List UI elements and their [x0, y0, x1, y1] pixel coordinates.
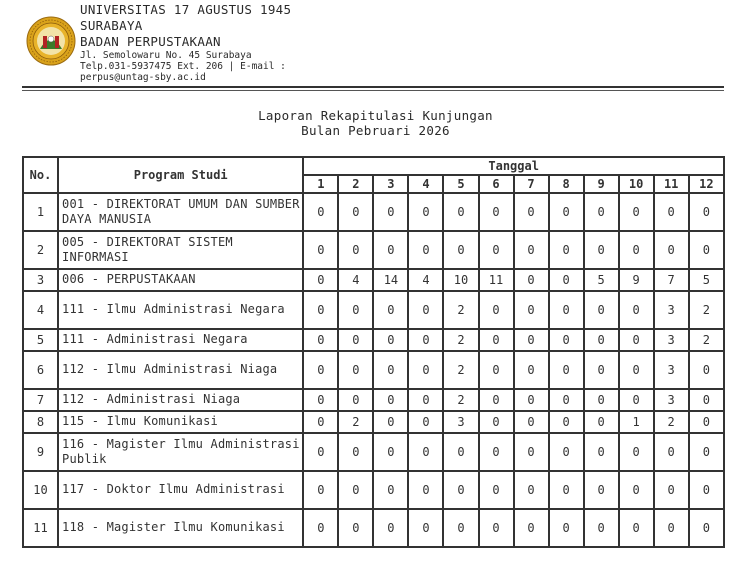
visit-count: 0 [690, 352, 725, 390]
visit-count: 3 [655, 330, 690, 352]
program-studi: 111 - Ilmu Administrasi Negara [59, 292, 304, 330]
row-number: 1 [24, 194, 59, 232]
visit-count: 0 [480, 330, 515, 352]
visit-count: 0 [620, 472, 655, 510]
row-number: 11 [24, 510, 59, 548]
day-header: 10 [620, 176, 655, 194]
visit-count: 0 [374, 412, 409, 434]
table-row [24, 510, 725, 548]
visit-count: 0 [444, 434, 479, 472]
visit-count: 0 [304, 510, 339, 548]
visit-count: 0 [339, 434, 374, 472]
visit-count: 0 [304, 330, 339, 352]
visit-count: 0 [585, 434, 620, 472]
visit-count: 0 [304, 412, 339, 434]
visit-count: 0 [515, 390, 550, 412]
row-number: 9 [24, 434, 59, 472]
day-header: 9 [585, 176, 620, 194]
program-studi: 006 - PERPUSTAKAAN [59, 270, 304, 292]
table-row [24, 330, 725, 352]
header-rule-thin [22, 90, 724, 91]
institution-header [80, 2, 291, 83]
visit-count: 0 [304, 352, 339, 390]
visit-count: 0 [515, 194, 550, 232]
visit-count: 0 [304, 194, 339, 232]
visit-count: 0 [304, 390, 339, 412]
visit-count: 0 [515, 472, 550, 510]
visit-count: 7 [655, 270, 690, 292]
visit-count: 0 [480, 390, 515, 412]
visit-count: 4 [409, 270, 444, 292]
visit-count: 0 [620, 510, 655, 548]
visit-count: 2 [339, 412, 374, 434]
agency-name: BADAN PERPUSTAKAAN [80, 34, 221, 49]
visit-recap-table [22, 156, 725, 548]
visit-count: 0 [550, 194, 585, 232]
visit-count: 0 [620, 292, 655, 330]
visit-count: 0 [690, 232, 725, 270]
visit-count: 0 [304, 270, 339, 292]
visit-count: 0 [585, 292, 620, 330]
table-row [24, 232, 725, 270]
visit-count: 0 [409, 434, 444, 472]
visit-count: 0 [409, 390, 444, 412]
visit-count: 0 [480, 352, 515, 390]
visit-count: 0 [304, 472, 339, 510]
visit-count: 0 [374, 390, 409, 412]
row-number: 10 [24, 472, 59, 510]
visit-count: 0 [620, 232, 655, 270]
visit-count: 0 [550, 292, 585, 330]
visit-count: 2 [690, 330, 725, 352]
header-rule-thick [22, 86, 724, 88]
university-logo [26, 16, 76, 66]
day-header: 5 [444, 176, 479, 194]
visit-count: 0 [550, 472, 585, 510]
visit-count: 0 [374, 352, 409, 390]
day-header: 12 [690, 176, 725, 194]
address: Jl. Semolowaru No. 45 Surabaya [80, 50, 252, 61]
visit-count: 3 [655, 292, 690, 330]
visit-count: 5 [585, 270, 620, 292]
visit-count: 0 [515, 292, 550, 330]
day-header: 7 [515, 176, 550, 194]
visit-count: 4 [339, 270, 374, 292]
visit-count: 0 [550, 270, 585, 292]
visit-count: 0 [550, 352, 585, 390]
visit-count: 0 [480, 194, 515, 232]
visit-count: 0 [339, 472, 374, 510]
visit-count: 0 [515, 412, 550, 434]
visit-count: 0 [550, 390, 585, 412]
visit-count: 0 [620, 330, 655, 352]
visit-count: 0 [444, 232, 479, 270]
day-header: 1 [304, 176, 339, 194]
program-studi: 001 - DIREKTORAT UMUM DAN SUMBER DAYA MANUSIA [59, 194, 304, 232]
visit-count: 0 [444, 472, 479, 510]
visit-count: 3 [444, 412, 479, 434]
visit-count: 9 [620, 270, 655, 292]
visit-count: 0 [480, 292, 515, 330]
visit-count: 0 [585, 472, 620, 510]
table-row [24, 352, 725, 390]
day-header: 8 [550, 176, 585, 194]
visit-count: 0 [585, 352, 620, 390]
row-number: 7 [24, 390, 59, 412]
visit-count: 10 [444, 270, 479, 292]
visit-count: 0 [620, 390, 655, 412]
program-studi: 118 - Magister Ilmu Komunikasi [59, 510, 304, 548]
day-header: 3 [374, 176, 409, 194]
table-row [24, 270, 725, 292]
visit-count: 0 [374, 330, 409, 352]
visit-count: 0 [374, 194, 409, 232]
visit-count: 0 [339, 390, 374, 412]
visit-count: 0 [690, 434, 725, 472]
visit-count: 0 [515, 330, 550, 352]
visit-count: 0 [585, 510, 620, 548]
visit-count: 0 [374, 472, 409, 510]
table-row [24, 292, 725, 330]
visit-count: 0 [304, 232, 339, 270]
visit-count: 0 [409, 292, 444, 330]
visit-count: 0 [374, 434, 409, 472]
visit-count: 0 [480, 412, 515, 434]
table-row [24, 434, 725, 472]
visit-count: 0 [339, 330, 374, 352]
visit-count: 0 [550, 412, 585, 434]
visit-count: 0 [374, 292, 409, 330]
visit-count: 0 [304, 434, 339, 472]
visit-count: 0 [690, 194, 725, 232]
visit-count: 0 [374, 510, 409, 548]
visit-count: 0 [409, 412, 444, 434]
visit-count: 0 [655, 434, 690, 472]
visit-count: 0 [304, 292, 339, 330]
visit-count: 0 [409, 330, 444, 352]
visit-count: 0 [585, 390, 620, 412]
table-row [24, 472, 725, 510]
visit-count: 2 [655, 412, 690, 434]
col-header-tanggal: Tanggal [304, 158, 725, 176]
university-name: UNIVERSITAS 17 AGUSTUS 1945 [80, 2, 292, 17]
visit-count: 2 [444, 292, 479, 330]
visit-count: 0 [655, 232, 690, 270]
visit-count: 0 [409, 232, 444, 270]
row-number: 6 [24, 352, 59, 390]
table-row [24, 390, 725, 412]
university-city: SURABAYA [80, 18, 143, 33]
visit-count: 0 [515, 510, 550, 548]
visit-count: 0 [690, 472, 725, 510]
visit-count: 0 [515, 232, 550, 270]
table-body [24, 194, 725, 548]
visit-count: 0 [480, 472, 515, 510]
visit-count: 0 [550, 434, 585, 472]
visit-count: 0 [585, 194, 620, 232]
visit-count: 3 [655, 390, 690, 412]
visit-count: 2 [444, 330, 479, 352]
visit-count: 11 [480, 270, 515, 292]
program-studi: 112 - Ilmu Administrasi Niaga [59, 352, 304, 390]
day-header: 6 [480, 176, 515, 194]
visit-count: 0 [655, 472, 690, 510]
visit-count: 0 [585, 412, 620, 434]
visit-count: 0 [339, 194, 374, 232]
program-studi: 116 - Magister Ilmu Administrasi Publik [59, 434, 304, 472]
visit-count: 0 [515, 270, 550, 292]
visit-count: 0 [620, 352, 655, 390]
table-row [24, 412, 725, 434]
visit-count: 1 [620, 412, 655, 434]
visit-count: 0 [585, 330, 620, 352]
visit-count: 0 [655, 194, 690, 232]
visit-count: 0 [409, 510, 444, 548]
row-number: 3 [24, 270, 59, 292]
visit-count: 0 [550, 232, 585, 270]
visit-count: 0 [339, 292, 374, 330]
visit-count: 0 [690, 510, 725, 548]
program-studi: 117 - Doktor Ilmu Administrasi [59, 472, 304, 510]
report-title: Laporan Rekapitulasi Kunjungan [258, 108, 493, 123]
visit-count: 0 [480, 510, 515, 548]
col-header-no: No. [24, 158, 59, 194]
visit-count: 0 [409, 352, 444, 390]
program-studi: 005 - DIREKTORAT SISTEM INFORMASI [59, 232, 304, 270]
visit-count: 0 [374, 232, 409, 270]
visit-count: 0 [515, 434, 550, 472]
day-header: 2 [339, 176, 374, 194]
visit-count: 0 [620, 434, 655, 472]
visit-count: 0 [620, 194, 655, 232]
visit-count: 0 [339, 352, 374, 390]
visit-count: 2 [444, 390, 479, 412]
col-header-program: Program Studi [59, 158, 304, 194]
visit-count: 0 [339, 232, 374, 270]
visit-count: 0 [690, 412, 725, 434]
program-studi: 112 - Administrasi Niaga [59, 390, 304, 412]
visit-count: 0 [515, 352, 550, 390]
visit-count: 0 [444, 510, 479, 548]
program-studi: 111 - Administrasi Negara [59, 330, 304, 352]
visit-count: 0 [655, 510, 690, 548]
day-header: 4 [409, 176, 444, 194]
row-number: 8 [24, 412, 59, 434]
visit-count: 14 [374, 270, 409, 292]
visit-count: 0 [585, 232, 620, 270]
report-subtitle: Bulan Pebruari 2026 [301, 123, 450, 138]
visit-count: 2 [444, 352, 479, 390]
visit-count: 0 [550, 510, 585, 548]
visit-count: 2 [690, 292, 725, 330]
visit-count: 0 [690, 390, 725, 412]
visit-count: 0 [480, 434, 515, 472]
visit-count: 0 [409, 194, 444, 232]
visit-count: 0 [409, 472, 444, 510]
table-row [24, 194, 725, 232]
visit-count: 3 [655, 352, 690, 390]
visit-count: 0 [480, 232, 515, 270]
contact-line: Telp.031-5937475 Ext. 206 | E-mail : [80, 61, 286, 72]
email: perpus@untag-sby.ac.id [80, 72, 206, 83]
program-studi: 115 - Ilmu Komunikasi [59, 412, 304, 434]
row-number: 5 [24, 330, 59, 352]
day-header: 11 [655, 176, 690, 194]
row-number: 2 [24, 232, 59, 270]
visit-count: 5 [690, 270, 725, 292]
visit-count: 0 [444, 194, 479, 232]
visit-count: 0 [339, 510, 374, 548]
row-number: 4 [24, 292, 59, 330]
visit-count: 0 [550, 330, 585, 352]
